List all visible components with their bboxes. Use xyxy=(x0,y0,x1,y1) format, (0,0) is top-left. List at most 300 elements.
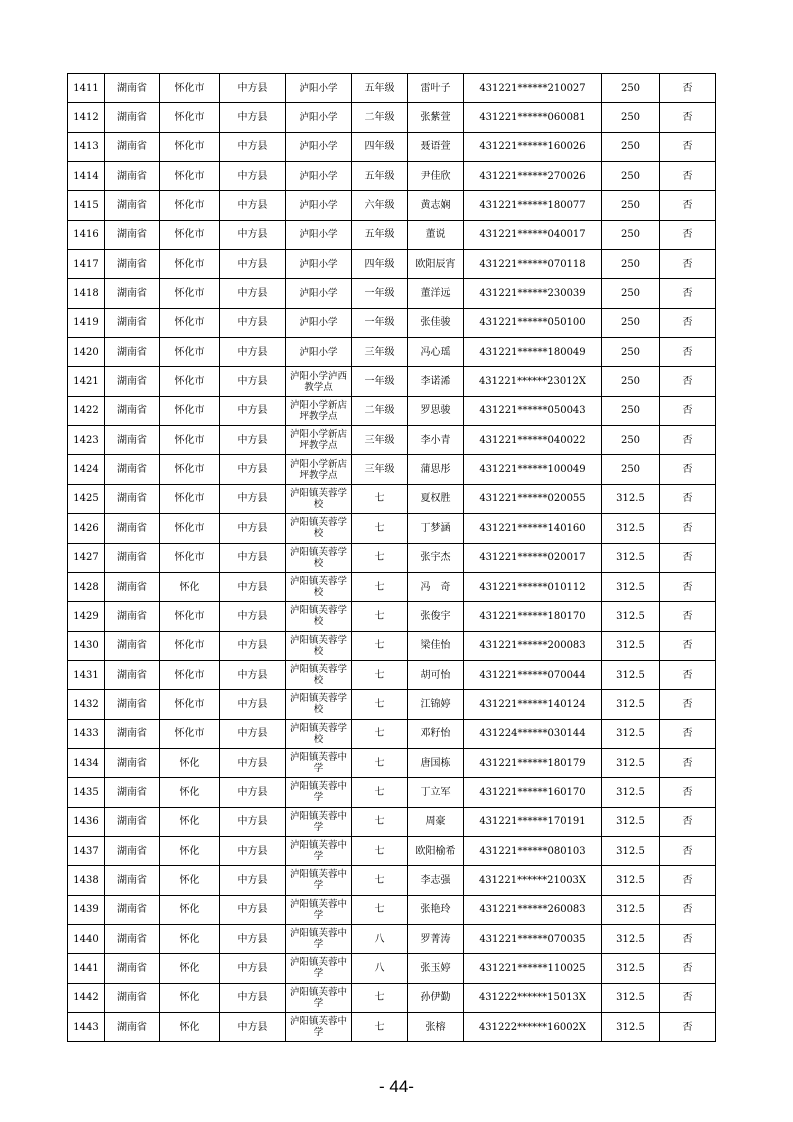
cell-city: 怀化 xyxy=(160,895,220,924)
cell-student-name: 欧阳辰宵 xyxy=(408,250,464,279)
cell-county: 中方县 xyxy=(220,719,286,748)
cell-grade: 三年级 xyxy=(352,426,408,455)
cell-amount: 250 xyxy=(602,220,660,249)
cell-row-index: 1441 xyxy=(68,954,105,983)
cell-student-name: 夏权胜 xyxy=(408,484,464,513)
cell-row-index: 1418 xyxy=(68,279,105,308)
cell-amount: 250 xyxy=(602,338,660,367)
cell-student-name: 孙伊勤 xyxy=(408,983,464,1012)
cell-city: 怀化市 xyxy=(160,602,220,631)
table-row xyxy=(68,279,716,308)
cell-amount: 250 xyxy=(602,455,660,484)
cell-province: 湖南省 xyxy=(105,690,160,719)
cell-flag: 否 xyxy=(660,426,716,455)
cell-student-name: 张俊宇 xyxy=(408,602,464,631)
cell-county: 中方县 xyxy=(220,367,286,396)
cell-amount: 312.5 xyxy=(602,514,660,543)
cell-province: 湖南省 xyxy=(105,631,160,660)
cell-county: 中方县 xyxy=(220,455,286,484)
cell-row-index: 1426 xyxy=(68,514,105,543)
cell-student-name: 丁立军 xyxy=(408,778,464,807)
cell-student-name: 张艳玲 xyxy=(408,895,464,924)
cell-county: 中方县 xyxy=(220,543,286,572)
cell-flag: 否 xyxy=(660,631,716,660)
table-row xyxy=(68,396,716,425)
cell-grade: 五年级 xyxy=(352,220,408,249)
cell-amount: 312.5 xyxy=(602,719,660,748)
cell-school: 泸阳镇芙蓉学校 xyxy=(286,719,352,748)
table-row xyxy=(68,719,716,748)
cell-id-number: 431221******200083 xyxy=(464,631,602,660)
cell-school: 泸阳镇芙蓉中学 xyxy=(286,895,352,924)
cell-school: 泸阳镇芙蓉学校 xyxy=(286,602,352,631)
cell-city: 怀化市 xyxy=(160,426,220,455)
cell-id-number: 431221******020017 xyxy=(464,543,602,572)
cell-grade: 三年级 xyxy=(352,455,408,484)
cell-city: 怀化市 xyxy=(160,484,220,513)
cell-province: 湖南省 xyxy=(105,602,160,631)
cell-row-index: 1440 xyxy=(68,924,105,953)
cell-city: 怀化市 xyxy=(160,719,220,748)
cell-student-name: 胡可怡 xyxy=(408,660,464,689)
cell-amount: 312.5 xyxy=(602,484,660,513)
cell-row-index: 1424 xyxy=(68,455,105,484)
cell-province: 湖南省 xyxy=(105,807,160,836)
cell-province: 湖南省 xyxy=(105,484,160,513)
cell-school: 泸阳小学泸西教学点 xyxy=(286,367,352,396)
cell-student-name: 罗思骏 xyxy=(408,396,464,425)
cell-amount: 312.5 xyxy=(602,983,660,1012)
cell-row-index: 1442 xyxy=(68,983,105,1012)
cell-id-number: 431221******070118 xyxy=(464,250,602,279)
table-row xyxy=(68,308,716,337)
cell-county: 中方县 xyxy=(220,1013,286,1042)
cell-id-number: 431221******100049 xyxy=(464,455,602,484)
cell-county: 中方县 xyxy=(220,660,286,689)
cell-amount: 250 xyxy=(602,426,660,455)
cell-school: 泸阳镇芙蓉学校 xyxy=(286,572,352,601)
cell-school: 泸阳小学 xyxy=(286,308,352,337)
table-row xyxy=(68,1013,716,1042)
table-row xyxy=(68,514,716,543)
cell-school: 泸阳小学新店坪教学点 xyxy=(286,455,352,484)
cell-row-index: 1419 xyxy=(68,308,105,337)
cell-amount: 312.5 xyxy=(602,866,660,895)
cell-row-index: 1433 xyxy=(68,719,105,748)
cell-county: 中方县 xyxy=(220,103,286,132)
cell-row-index: 1421 xyxy=(68,367,105,396)
cell-school: 泸阳镇芙蓉学校 xyxy=(286,631,352,660)
cell-school: 泸阳镇芙蓉中学 xyxy=(286,954,352,983)
cell-school: 泸阳镇芙蓉学校 xyxy=(286,690,352,719)
cell-flag: 否 xyxy=(660,484,716,513)
cell-student-name: 聂语萱 xyxy=(408,132,464,161)
cell-province: 湖南省 xyxy=(105,191,160,220)
cell-amount: 312.5 xyxy=(602,572,660,601)
table-row xyxy=(68,162,716,191)
page-number: - 44- xyxy=(379,1077,414,1096)
cell-flag: 否 xyxy=(660,924,716,953)
cell-grade: 一年级 xyxy=(352,367,408,396)
table-row xyxy=(68,631,716,660)
cell-grade: 四年级 xyxy=(352,250,408,279)
cell-province: 湖南省 xyxy=(105,338,160,367)
cell-id-number: 431221******040017 xyxy=(464,220,602,249)
cell-grade: 三年级 xyxy=(352,338,408,367)
cell-flag: 否 xyxy=(660,543,716,572)
cell-row-index: 1429 xyxy=(68,602,105,631)
cell-city: 怀化 xyxy=(160,954,220,983)
cell-county: 中方县 xyxy=(220,250,286,279)
cell-province: 湖南省 xyxy=(105,983,160,1012)
cell-province: 湖南省 xyxy=(105,220,160,249)
table-row xyxy=(68,338,716,367)
cell-city: 怀化市 xyxy=(160,250,220,279)
cell-row-index: 1412 xyxy=(68,103,105,132)
cell-flag: 否 xyxy=(660,895,716,924)
cell-city: 怀化 xyxy=(160,1013,220,1042)
table-row xyxy=(68,484,716,513)
cell-id-number: 431221******170191 xyxy=(464,807,602,836)
cell-city: 怀化市 xyxy=(160,338,220,367)
cell-city: 怀化 xyxy=(160,983,220,1012)
table-row xyxy=(68,103,716,132)
table-row xyxy=(68,250,716,279)
cell-id-number: 431221******180049 xyxy=(464,338,602,367)
cell-amount: 250 xyxy=(602,132,660,161)
cell-school: 泸阳镇芙蓉学校 xyxy=(286,514,352,543)
cell-row-index: 1439 xyxy=(68,895,105,924)
cell-city: 怀化市 xyxy=(160,396,220,425)
cell-school: 泸阳镇芙蓉中学 xyxy=(286,866,352,895)
cell-county: 中方县 xyxy=(220,690,286,719)
cell-amount: 250 xyxy=(602,367,660,396)
cell-city: 怀化 xyxy=(160,748,220,777)
cell-student-name: 欧阳榆希 xyxy=(408,836,464,865)
cell-grade: 二年级 xyxy=(352,103,408,132)
cell-student-name: 邓籽怡 xyxy=(408,719,464,748)
cell-amount: 312.5 xyxy=(602,836,660,865)
cell-flag: 否 xyxy=(660,836,716,865)
cell-city: 怀化市 xyxy=(160,631,220,660)
cell-flag: 否 xyxy=(660,338,716,367)
cell-grade: 八 xyxy=(352,954,408,983)
cell-province: 湖南省 xyxy=(105,279,160,308)
cell-county: 中方县 xyxy=(220,191,286,220)
cell-id-number: 431222******15013X xyxy=(464,983,602,1012)
table-row xyxy=(68,660,716,689)
cell-student-name: 尹佳欣 xyxy=(408,162,464,191)
cell-id-number: 431221******070044 xyxy=(464,660,602,689)
cell-city: 怀化市 xyxy=(160,279,220,308)
table-row xyxy=(68,572,716,601)
cell-row-index: 1414 xyxy=(68,162,105,191)
cell-province: 湖南省 xyxy=(105,367,160,396)
cell-grade: 七 xyxy=(352,983,408,1012)
cell-county: 中方县 xyxy=(220,338,286,367)
cell-school: 泸阳镇芙蓉中学 xyxy=(286,807,352,836)
cell-county: 中方县 xyxy=(220,308,286,337)
cell-flag: 否 xyxy=(660,396,716,425)
cell-row-index: 1415 xyxy=(68,191,105,220)
table-row xyxy=(68,954,716,983)
cell-flag: 否 xyxy=(660,103,716,132)
cell-id-number: 431221******020055 xyxy=(464,484,602,513)
cell-county: 中方县 xyxy=(220,836,286,865)
cell-id-number: 431221******110025 xyxy=(464,954,602,983)
cell-row-index: 1423 xyxy=(68,426,105,455)
cell-student-name: 黄志娴 xyxy=(408,191,464,220)
table-row xyxy=(68,602,716,631)
cell-school: 泸阳镇芙蓉中学 xyxy=(286,748,352,777)
cell-grade: 七 xyxy=(352,572,408,601)
cell-amount: 312.5 xyxy=(602,690,660,719)
cell-amount: 312.5 xyxy=(602,602,660,631)
cell-school: 泸阳小学 xyxy=(286,191,352,220)
cell-id-number: 431221******180077 xyxy=(464,191,602,220)
cell-flag: 否 xyxy=(660,660,716,689)
cell-amount: 312.5 xyxy=(602,660,660,689)
cell-city: 怀化 xyxy=(160,778,220,807)
cell-flag: 否 xyxy=(660,778,716,807)
cell-id-number: 431221******080103 xyxy=(464,836,602,865)
cell-grade: 七 xyxy=(352,690,408,719)
table-row xyxy=(68,895,716,924)
cell-id-number: 431221******270026 xyxy=(464,162,602,191)
cell-county: 中方县 xyxy=(220,572,286,601)
cell-school: 泸阳镇芙蓉学校 xyxy=(286,543,352,572)
cell-student-name: 雷叶子 xyxy=(408,74,464,103)
cell-school: 泸阳小学 xyxy=(286,279,352,308)
cell-school: 泸阳小学 xyxy=(286,74,352,103)
cell-grade: 七 xyxy=(352,807,408,836)
cell-province: 湖南省 xyxy=(105,74,160,103)
cell-school: 泸阳小学 xyxy=(286,103,352,132)
cell-flag: 否 xyxy=(660,191,716,220)
cell-province: 湖南省 xyxy=(105,778,160,807)
cell-student-name: 周豪 xyxy=(408,807,464,836)
cell-student-name: 冯心瑶 xyxy=(408,338,464,367)
cell-grade: 一年级 xyxy=(352,308,408,337)
cell-province: 湖南省 xyxy=(105,954,160,983)
table-row xyxy=(68,455,716,484)
cell-county: 中方县 xyxy=(220,484,286,513)
table-row xyxy=(68,690,716,719)
cell-city: 怀化市 xyxy=(160,514,220,543)
cell-id-number: 431221******140124 xyxy=(464,690,602,719)
cell-city: 怀化市 xyxy=(160,103,220,132)
cell-id-number: 431222******16002X xyxy=(464,1013,602,1042)
cell-flag: 否 xyxy=(660,866,716,895)
cell-student-name: 张宇杰 xyxy=(408,543,464,572)
cell-county: 中方县 xyxy=(220,514,286,543)
cell-amount: 250 xyxy=(602,396,660,425)
cell-amount: 312.5 xyxy=(602,924,660,953)
cell-student-name: 罗菁涛 xyxy=(408,924,464,953)
table-row xyxy=(68,191,716,220)
cell-school: 泸阳镇芙蓉学校 xyxy=(286,484,352,513)
cell-province: 湖南省 xyxy=(105,455,160,484)
table-row xyxy=(68,807,716,836)
cell-amount: 250 xyxy=(602,74,660,103)
cell-province: 湖南省 xyxy=(105,250,160,279)
student-subsidy-table xyxy=(67,73,716,1042)
cell-student-name: 唐国栋 xyxy=(408,748,464,777)
cell-row-index: 1416 xyxy=(68,220,105,249)
cell-student-name: 张佳骏 xyxy=(408,308,464,337)
cell-amount: 312.5 xyxy=(602,954,660,983)
cell-province: 湖南省 xyxy=(105,660,160,689)
cell-row-index: 1435 xyxy=(68,778,105,807)
cell-flag: 否 xyxy=(660,514,716,543)
cell-school: 泸阳镇芙蓉中学 xyxy=(286,1013,352,1042)
cell-grade: 四年级 xyxy=(352,132,408,161)
cell-city: 怀化市 xyxy=(160,690,220,719)
cell-id-number: 431221******230039 xyxy=(464,279,602,308)
cell-school: 泸阳小学新店坪教学点 xyxy=(286,396,352,425)
cell-id-number: 431224******030144 xyxy=(464,719,602,748)
table-row xyxy=(68,426,716,455)
cell-province: 湖南省 xyxy=(105,748,160,777)
cell-county: 中方县 xyxy=(220,426,286,455)
cell-amount: 312.5 xyxy=(602,895,660,924)
cell-row-index: 1425 xyxy=(68,484,105,513)
table-row xyxy=(68,778,716,807)
cell-province: 湖南省 xyxy=(105,1013,160,1042)
cell-flag: 否 xyxy=(660,250,716,279)
cell-student-name: 李小青 xyxy=(408,426,464,455)
cell-province: 湖南省 xyxy=(105,132,160,161)
cell-province: 湖南省 xyxy=(105,924,160,953)
cell-county: 中方县 xyxy=(220,162,286,191)
table-row xyxy=(68,748,716,777)
table-row xyxy=(68,220,716,249)
cell-grade: 七 xyxy=(352,748,408,777)
cell-row-index: 1438 xyxy=(68,866,105,895)
cell-row-index: 1428 xyxy=(68,572,105,601)
cell-flag: 否 xyxy=(660,602,716,631)
cell-row-index: 1417 xyxy=(68,250,105,279)
cell-county: 中方县 xyxy=(220,279,286,308)
cell-flag: 否 xyxy=(660,1013,716,1042)
cell-school: 泸阳镇芙蓉中学 xyxy=(286,836,352,865)
cell-school: 泸阳小学 xyxy=(286,132,352,161)
cell-flag: 否 xyxy=(660,719,716,748)
cell-student-name: 张玉婷 xyxy=(408,954,464,983)
cell-row-index: 1436 xyxy=(68,807,105,836)
cell-id-number: 431221******210027 xyxy=(464,74,602,103)
cell-id-number: 431221******160026 xyxy=(464,132,602,161)
cell-row-index: 1443 xyxy=(68,1013,105,1042)
cell-grade: 七 xyxy=(352,1013,408,1042)
cell-county: 中方县 xyxy=(220,807,286,836)
cell-flag: 否 xyxy=(660,162,716,191)
cell-student-name: 张紫萱 xyxy=(408,103,464,132)
cell-grade: 七 xyxy=(352,778,408,807)
cell-county: 中方县 xyxy=(220,602,286,631)
cell-id-number: 431221******140160 xyxy=(464,514,602,543)
cell-province: 湖南省 xyxy=(105,103,160,132)
cell-province: 湖南省 xyxy=(105,543,160,572)
cell-county: 中方县 xyxy=(220,954,286,983)
cell-grade: 二年级 xyxy=(352,396,408,425)
cell-amount: 250 xyxy=(602,308,660,337)
cell-city: 怀化市 xyxy=(160,162,220,191)
cell-id-number: 431221******040022 xyxy=(464,426,602,455)
cell-grade: 七 xyxy=(352,631,408,660)
cell-school: 泸阳镇芙蓉中学 xyxy=(286,983,352,1012)
cell-grade: 七 xyxy=(352,836,408,865)
cell-grade: 七 xyxy=(352,895,408,924)
table-row xyxy=(68,132,716,161)
cell-province: 湖南省 xyxy=(105,308,160,337)
cell-school: 泸阳小学 xyxy=(286,250,352,279)
cell-amount: 250 xyxy=(602,162,660,191)
cell-row-index: 1422 xyxy=(68,396,105,425)
cell-county: 中方县 xyxy=(220,74,286,103)
cell-school: 泸阳镇芙蓉学校 xyxy=(286,660,352,689)
cell-amount: 250 xyxy=(602,279,660,308)
cell-province: 湖南省 xyxy=(105,866,160,895)
cell-amount: 250 xyxy=(602,191,660,220)
table-row xyxy=(68,367,716,396)
table-row xyxy=(68,74,716,103)
cell-student-name: 董洋远 xyxy=(408,279,464,308)
cell-flag: 否 xyxy=(660,367,716,396)
cell-grade: 八 xyxy=(352,924,408,953)
cell-grade: 五年级 xyxy=(352,74,408,103)
cell-student-name: 李诺浠 xyxy=(408,367,464,396)
cell-grade: 五年级 xyxy=(352,162,408,191)
cell-flag: 否 xyxy=(660,74,716,103)
cell-grade: 七 xyxy=(352,602,408,631)
table-row xyxy=(68,983,716,1012)
cell-student-name: 蒲思彤 xyxy=(408,455,464,484)
cell-grade: 一年级 xyxy=(352,279,408,308)
cell-county: 中方县 xyxy=(220,396,286,425)
cell-amount: 312.5 xyxy=(602,748,660,777)
cell-row-index: 1437 xyxy=(68,836,105,865)
cell-province: 湖南省 xyxy=(105,396,160,425)
cell-city: 怀化市 xyxy=(160,191,220,220)
cell-grade: 七 xyxy=(352,866,408,895)
cell-row-index: 1431 xyxy=(68,660,105,689)
cell-flag: 否 xyxy=(660,807,716,836)
cell-school: 泸阳镇芙蓉中学 xyxy=(286,924,352,953)
cell-amount: 312.5 xyxy=(602,543,660,572)
cell-student-name: 丁梦涵 xyxy=(408,514,464,543)
cell-school: 泸阳小学 xyxy=(286,220,352,249)
cell-city: 怀化市 xyxy=(160,74,220,103)
cell-city: 怀化 xyxy=(160,807,220,836)
cell-city: 怀化市 xyxy=(160,308,220,337)
cell-id-number: 431221******160170 xyxy=(464,778,602,807)
cell-id-number: 431221******050043 xyxy=(464,396,602,425)
cell-id-number: 431221******010112 xyxy=(464,572,602,601)
cell-flag: 否 xyxy=(660,954,716,983)
cell-student-name: 董说 xyxy=(408,220,464,249)
cell-school: 泸阳小学 xyxy=(286,162,352,191)
cell-grade: 六年级 xyxy=(352,191,408,220)
cell-county: 中方县 xyxy=(220,924,286,953)
cell-id-number: 431221******21003X xyxy=(464,866,602,895)
cell-flag: 否 xyxy=(660,132,716,161)
cell-amount: 312.5 xyxy=(602,1013,660,1042)
cell-county: 中方县 xyxy=(220,866,286,895)
cell-city: 怀化市 xyxy=(160,455,220,484)
cell-city: 怀化市 xyxy=(160,660,220,689)
cell-flag: 否 xyxy=(660,455,716,484)
